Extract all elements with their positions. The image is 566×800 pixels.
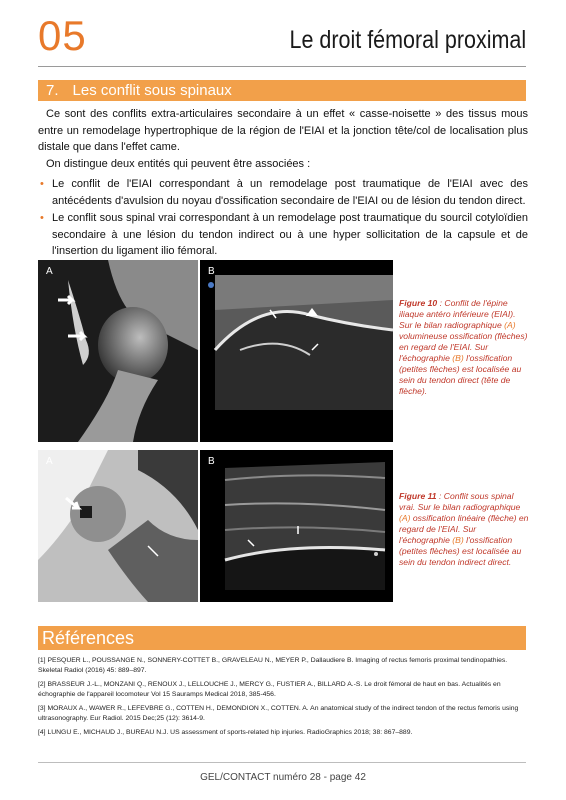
- figure-11-radiograph: [38, 450, 198, 602]
- chapter-title: Le droit fémoral proximal: [289, 26, 526, 54]
- ultrasound-image: [200, 260, 393, 442]
- section-number: 7.: [46, 82, 59, 99]
- figure-10-radiograph: [38, 260, 198, 442]
- bullet-item: [38, 176, 528, 209]
- caption-text: : Conflit sous spinal vrai. Sur le bilan radiographique: [399, 491, 521, 512]
- caption-text: l'ossification (petites flèches) est localisée au sein du tendon direct (tête de flèche).: [399, 353, 522, 396]
- footer-divider: [38, 762, 526, 763]
- radiograph-image: [38, 450, 198, 602]
- radiograph-image: [38, 260, 198, 442]
- bullet-text: Le conflit sous spinal vrai correspondant à un remodelage post traumatique du sourcil cotyloïdien secondaire à une lésion du tendon indirect ou à une hyper sollicitation de la capsule et de l'insertion du ligament ilio fémoral.: [52, 212, 528, 257]
- caption-text: volumineuse ossification (flèches) en regard de l'EIAI. Sur l'échographie: [399, 331, 528, 363]
- bullet-icon: •: [40, 212, 44, 224]
- figure-11-label: Figure 11: [399, 491, 437, 501]
- ultrasound-image: [200, 450, 393, 602]
- section-title: Les conflit sous spinaux: [72, 82, 232, 99]
- figure-11-ultrasound: [200, 450, 393, 602]
- section-heading: [38, 80, 526, 101]
- panel-label-a: A: [46, 456, 53, 467]
- panel-ref-a: (A): [399, 513, 411, 523]
- entities-lead: On distingue deux entités qui peuvent être associées :: [46, 158, 311, 170]
- reference-item: [4] LUNGU E., MICHAUD J., BUREAU N.J. US assessment of sports-related hip injuries. RadioGraphics 2018; 38: 867–889.: [38, 729, 413, 736]
- caption-text: l'ossification (petites flèches) est localisée au sein du tendon indirect direct.: [399, 535, 522, 567]
- figure-10-caption: [399, 298, 529, 397]
- panel-label-b: B: [208, 456, 215, 467]
- panel-ref-a: (A): [504, 320, 516, 330]
- panel-ref-b: (B): [452, 535, 464, 545]
- figure-10-ultrasound: [200, 260, 393, 442]
- bullet-item: [38, 210, 528, 260]
- caption-text: ossification linéaire (flèche) en regard de l'EIAI. Sur l'échographie: [399, 513, 529, 545]
- caption-text: : Conflit de l'épine iliaque antéro inférieure (EIAI). Sur le bilan radiographique: [399, 298, 516, 330]
- panel-label-a: A: [46, 266, 53, 277]
- figure-11-caption: [399, 491, 529, 568]
- header-divider: [38, 66, 526, 67]
- reference-item: [1] PESQUER L., POUSSANGE N., SONNERY-COTTET B., GRAVELEAU N., MEYER P., Dallaudiere B. Imaging of rectus femoris proximal tendinopathies. Skeletal Radiol (2016) 45: 889–897.: [38, 657, 508, 674]
- intro-paragraph: Ce sont des conflits extra-articulaires secondaire à un effet « casse-noisette » des tissus mous entre un remodelage hypertrophique de la région de l'EIAI et la jonction tête/col de localisation plus distale que dans l'effet came.: [38, 108, 528, 153]
- page-footer: GEL/CONTACT numéro 28 - page 42: [200, 772, 366, 783]
- reference-item: [2] BRASSEUR J.-L., MONZANI Q., RENOUX J., LELLOUCHE J., MERCY G., FUSTIER A., BILLARD A.-S. Le droit fémoral de haut en bas. Actualités en échographie de l'appareil locomoteur Vol 15 Sauramps Medical 2018, 385-456.: [38, 681, 501, 698]
- bullet-text: Le conflit de l'EIAI correspondant à un remodelage post traumatique de l'EIAI avec des antécédents d'avulsion du noyau d'ossification secondaire de l'EIAI ou de lésion du tendon direct.: [52, 178, 528, 207]
- panel-ref-b: (B): [452, 353, 464, 363]
- chapter-number: 05: [38, 12, 87, 59]
- reference-item: [3] MORAUX A., WAWER R., LEFEVBRE G., COTTEN H., DEMONDION X., COTTEN. A. An anatomical study of the indirect tendon of the rectus femoris using ultrasonography. Eur Radiol. 2015 Dec;25 (12): 3614-9.: [38, 705, 519, 722]
- references-heading: Références: [38, 626, 526, 650]
- panel-label-b: B: [208, 266, 215, 277]
- figure-10-label: Figure 10: [399, 298, 438, 308]
- bullet-icon: •: [40, 178, 44, 190]
